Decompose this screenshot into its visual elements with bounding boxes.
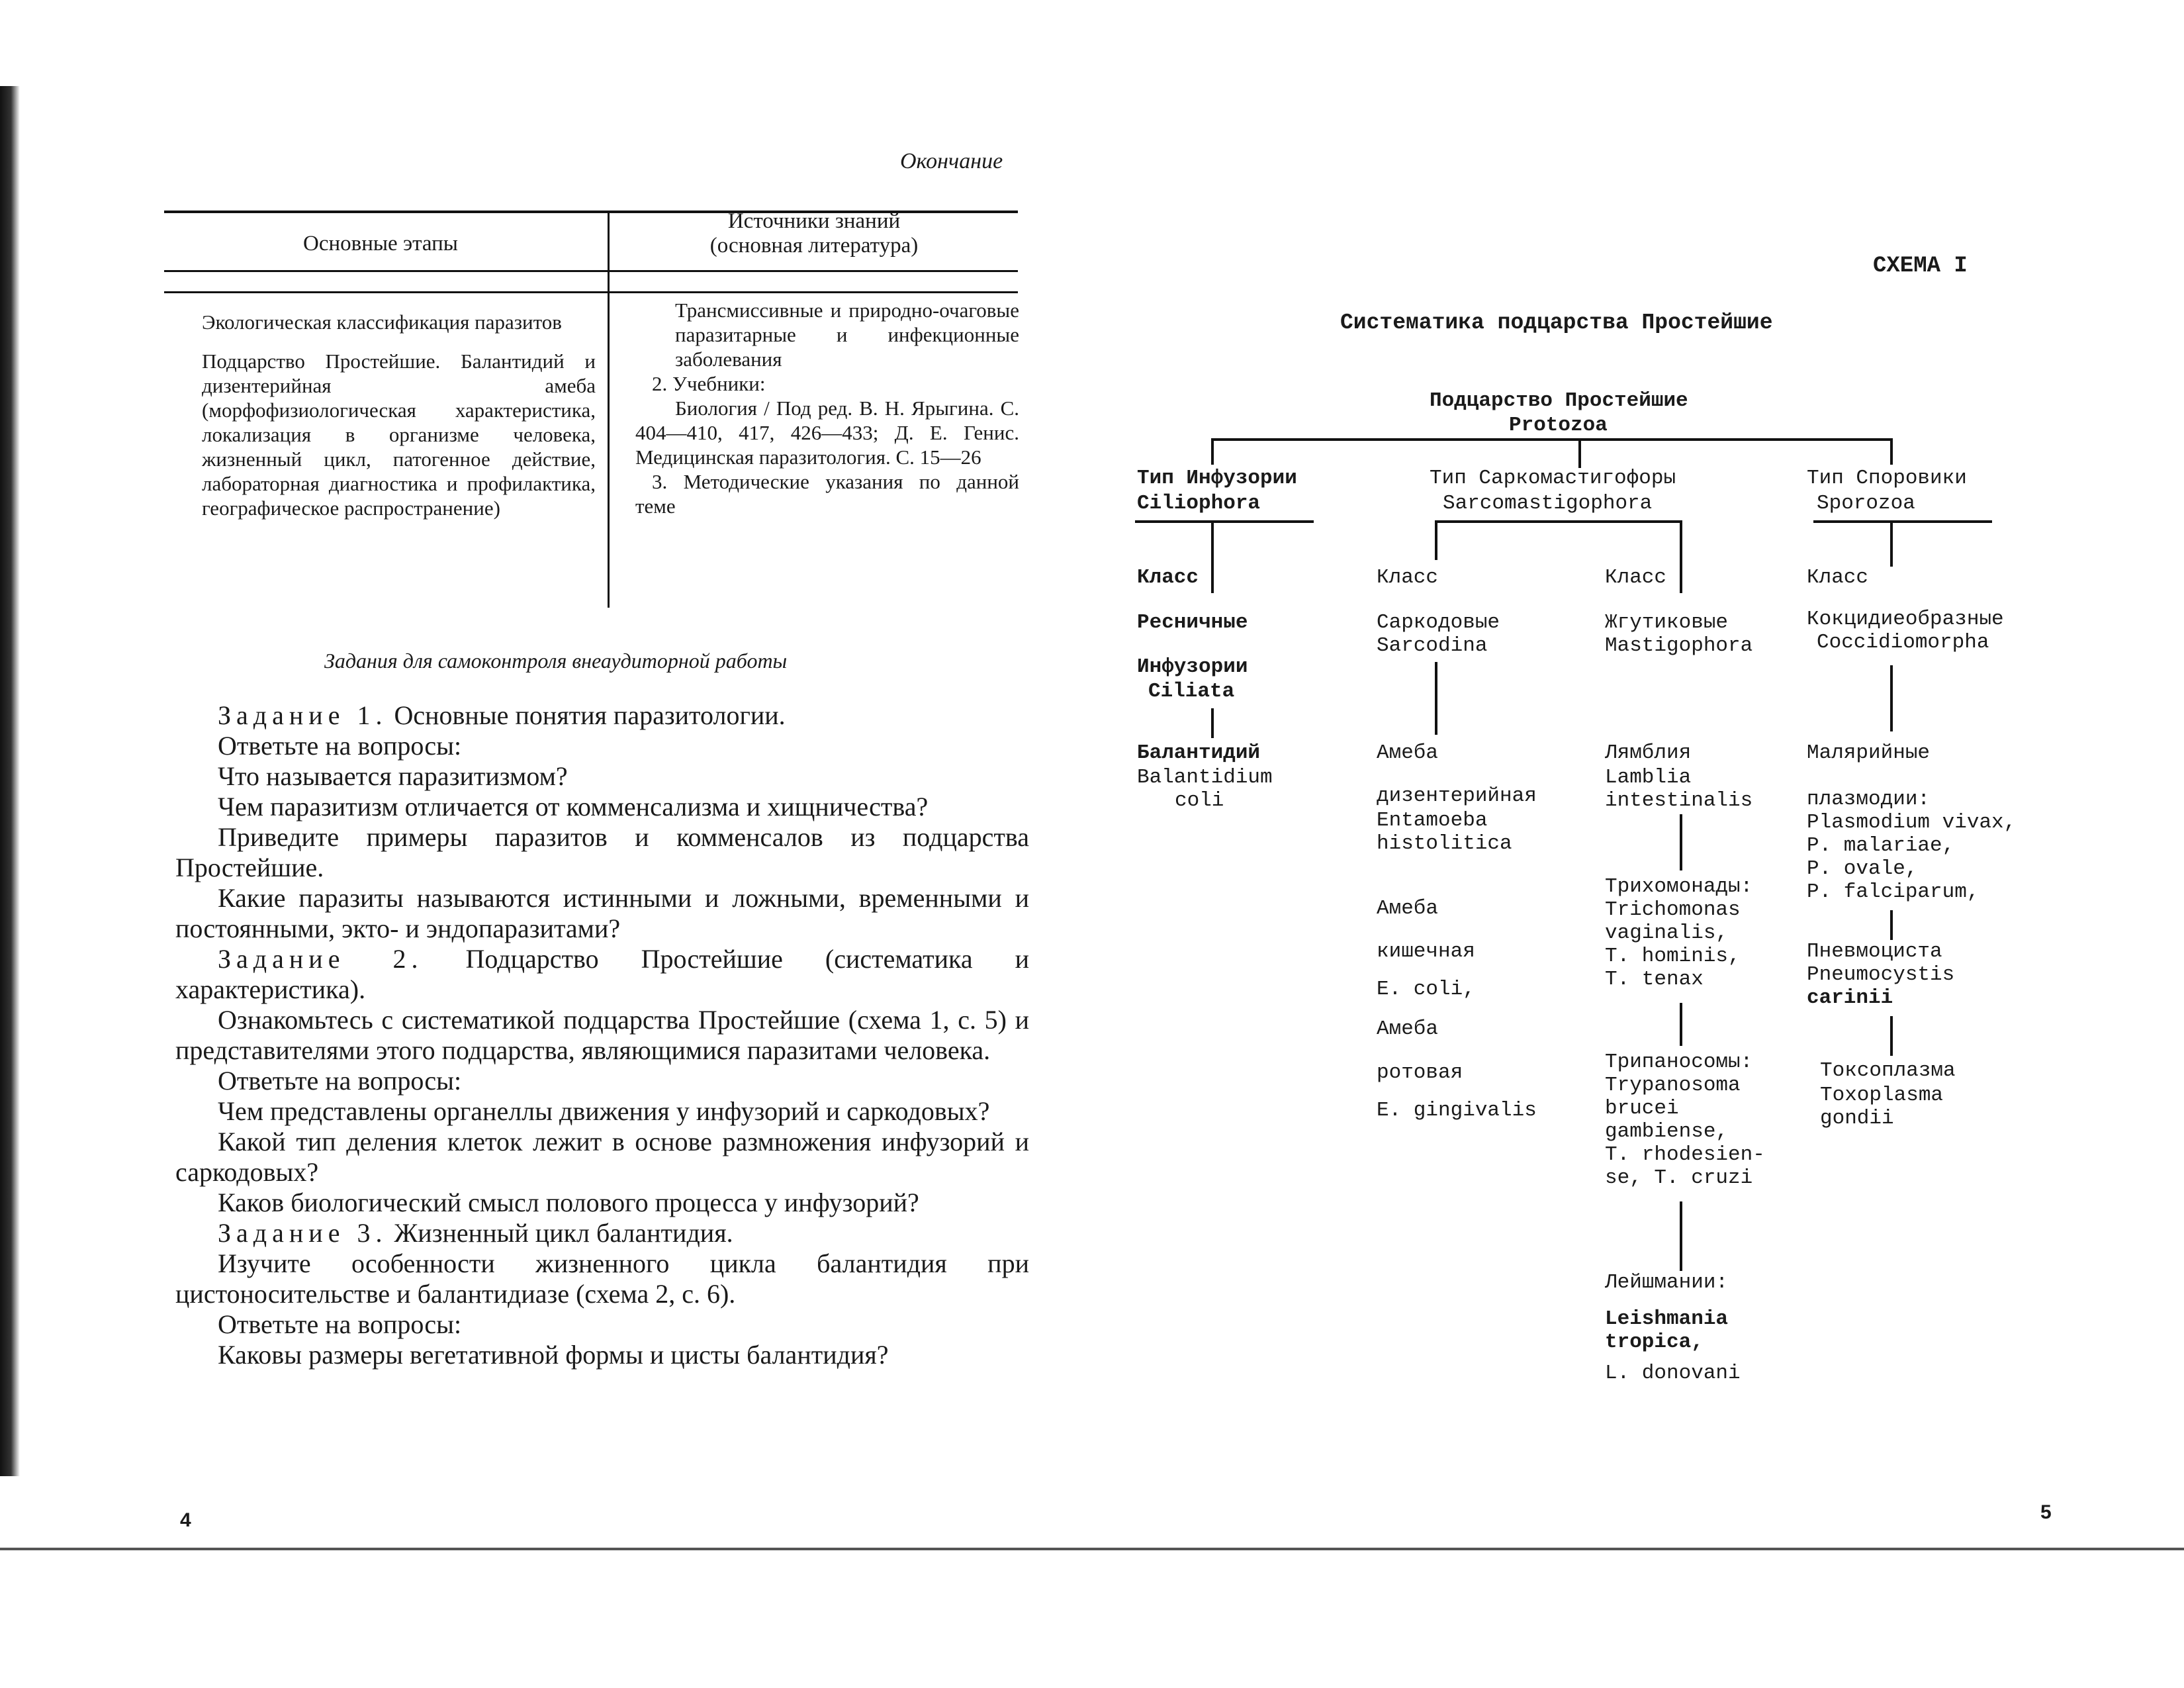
type-ciliophora-lat: Ciliophora bbox=[1137, 492, 1261, 515]
lamblia-lat: Lamblia bbox=[1605, 766, 1692, 789]
species-balantidium-lat2: coli bbox=[1175, 789, 1224, 812]
tree-line bbox=[1890, 520, 1893, 567]
leishmania-2: tropica, bbox=[1605, 1331, 1704, 1354]
tree-line bbox=[1890, 1016, 1893, 1056]
trypanosoma-ru: Трипаносомы: bbox=[1605, 1051, 1753, 1074]
class-label: Класс bbox=[1807, 566, 1869, 589]
table-header-rule-2 bbox=[164, 291, 1018, 293]
trichomonas-4: T. tenax bbox=[1605, 968, 1704, 991]
task2-label: Задание 2. bbox=[218, 944, 424, 974]
col2-line: Трансмиссивные и природно-очаговые паразитарные и инфекционные заболевания bbox=[675, 299, 1019, 371]
table-col2-header: Источники знаний (основная литература) bbox=[709, 209, 919, 258]
col1-paragraph: Экологическая классификация паразитов bbox=[202, 310, 562, 334]
tree-line bbox=[1435, 662, 1437, 735]
table-column-divider bbox=[608, 211, 610, 608]
tree-line bbox=[1211, 708, 1214, 738]
tree-line bbox=[1813, 520, 1992, 523]
root-node-ru: Подцарство Простейшие bbox=[1430, 389, 1688, 412]
trypanosoma-3: gambiense, bbox=[1605, 1120, 1729, 1143]
amoeba-2: Амеба bbox=[1377, 897, 1439, 920]
tree-line bbox=[1211, 438, 1893, 441]
trichomonas-3: T. hominis, bbox=[1605, 945, 1741, 968]
tree-line bbox=[1890, 910, 1893, 940]
class-mastigophora-ru: Жгутиковые bbox=[1605, 611, 1729, 634]
trypanosoma-5: se, T. cruzi bbox=[1605, 1166, 1753, 1190]
lamblia-lat2: intestinalis bbox=[1605, 789, 1753, 812]
table-col2-cell bbox=[635, 298, 1019, 518]
tree-line bbox=[1680, 1003, 1682, 1046]
plasmodium-2: плазмодии: bbox=[1807, 788, 1931, 811]
class-ciliata-lat: Ciliata bbox=[1148, 680, 1235, 703]
task3-label: Задание 3. bbox=[218, 1218, 388, 1248]
trypanosoma-2: brucei bbox=[1605, 1097, 1679, 1120]
leishmania-1: Leishmania bbox=[1605, 1307, 1729, 1331]
class-mastigophora-lat: Mastigophora bbox=[1605, 634, 1753, 657]
table-header-rule bbox=[164, 270, 1018, 272]
plasmodium-3: Plasmodium vivax, bbox=[1807, 811, 2017, 834]
type-sarcomastigophora-lat: Sarcomastigophora bbox=[1443, 492, 1653, 515]
amoeba-3-lat: E. gingivalis bbox=[1377, 1099, 1537, 1122]
col1-paragraph: Подцарство Простейшие. Балантидий и дизентерийная амеба (морфофизиологическая характеристика, локализация в организме человека, жизненный цикл, патогенное действие, лабораторная диагностика и профилактика, географическое распространение) bbox=[202, 350, 596, 520]
scheme-title: Систематика подцарства Простейшие bbox=[1340, 310, 1773, 335]
trichomonas-1: Trichomonas bbox=[1605, 898, 1741, 921]
amoeba-1: Амеба bbox=[1377, 741, 1439, 765]
species-balantidium-ru: Балантидий bbox=[1137, 741, 1261, 765]
trypanosoma-1: Trypanosoma bbox=[1605, 1074, 1741, 1097]
leishmania-3: L. donovani bbox=[1605, 1362, 1741, 1385]
class-label: Класс bbox=[1137, 566, 1199, 589]
exercises-title: Задания для самоконтроля внеаудиторной работы bbox=[324, 649, 788, 673]
type-sporozoa-lat: Sporozoa bbox=[1817, 492, 1915, 515]
class-ciliata-ru2: Инфузории bbox=[1137, 655, 1248, 679]
pneumocystis-2: carinii bbox=[1807, 986, 1893, 1009]
tree-line bbox=[1435, 520, 1682, 523]
col2-line: Биология / Под ред. В. Н. Ярыгина. С. 404—410, 417, 426—433; Д. Е. Генис. Медицинская паразитология. С. 15—26 bbox=[635, 397, 1019, 469]
scan-shadow bbox=[0, 86, 20, 1476]
leishmania-ru: Лейшмании: bbox=[1605, 1271, 1729, 1294]
tree-line bbox=[1211, 438, 1214, 465]
type-ciliophora: Тип Инфузории bbox=[1137, 467, 1297, 490]
root-node-lat: Protozoa bbox=[1509, 414, 1608, 437]
class-label: Класс bbox=[1377, 566, 1439, 589]
tree-line bbox=[1211, 520, 1214, 593]
amoeba-3-ru: ротовая bbox=[1377, 1061, 1463, 1084]
type-sporozoa: Тип Споровики bbox=[1807, 467, 1967, 490]
tree-line bbox=[1680, 814, 1682, 870]
toxoplasma-2: gondii bbox=[1820, 1107, 1894, 1130]
lamblia-ru: Лямблия bbox=[1605, 741, 1692, 765]
amoeba-2-lat: E. coli, bbox=[1377, 978, 1475, 1001]
species-balantidium-lat: Balantidium bbox=[1137, 766, 1273, 789]
tree-line bbox=[1680, 1201, 1682, 1271]
col2-line: 2. Учебники: bbox=[652, 372, 766, 395]
table-col1-cell bbox=[202, 310, 596, 535]
tree-line bbox=[1890, 438, 1893, 465]
class-coccidiomorpha-ru: Кокцидиеобразные bbox=[1807, 608, 2004, 631]
plasmodium-4: P. malariae, bbox=[1807, 834, 1955, 857]
toxoplasma-1: Toxoplasma bbox=[1820, 1084, 1944, 1107]
page-number-right: 5 bbox=[2040, 1501, 2052, 1523]
tree-line bbox=[1578, 438, 1581, 468]
plasmodium-6: P. falciparum, bbox=[1807, 880, 1979, 904]
amoeba-3: Амеба bbox=[1377, 1017, 1439, 1041]
col2-line: 3. Методические указания по данной теме bbox=[635, 470, 1019, 518]
table-col1-header: Основные этапы bbox=[303, 232, 458, 256]
class-ciliata-ru: Ресничные bbox=[1137, 611, 1248, 634]
amoeba-1-lat2: histolitica bbox=[1377, 832, 1512, 855]
page-number-left: 4 bbox=[180, 1509, 191, 1531]
tree-line bbox=[1435, 520, 1437, 560]
amoeba-1-lat: Entamoeba bbox=[1377, 809, 1488, 832]
tree-line bbox=[1680, 520, 1682, 593]
plasmodium-1: Малярийные bbox=[1807, 741, 1931, 765]
trypanosoma-4: T. rhodesien- bbox=[1605, 1143, 1765, 1166]
pneumocystis-ru: Пневмоциста bbox=[1807, 940, 1942, 963]
amoeba-1-ru: дизентерийная bbox=[1377, 784, 1537, 808]
continuation-label: Окончание bbox=[900, 149, 1003, 173]
type-sarcomastigophora: Тип Саркомастигофоры bbox=[1430, 467, 1676, 490]
tree-line bbox=[1135, 520, 1314, 523]
class-sarcodina-ru: Саркодовые bbox=[1377, 611, 1500, 634]
toxoplasma-ru: Токсоплазма bbox=[1820, 1059, 1956, 1082]
scheme-label: СХЕМА I bbox=[1873, 254, 1968, 279]
class-coccidiomorpha-lat: Coccidiomorpha bbox=[1817, 631, 1989, 654]
trichomonas-ru: Трихомонады: bbox=[1605, 875, 1753, 898]
tree-line bbox=[1890, 665, 1893, 731]
class-label: Класс bbox=[1605, 566, 1667, 589]
tasks-text: Задание 1. Основные понятия паразитологии. Ответьте на вопросы: Что называется паразитизмом? Чем паразитизм отличается от комменсализма и хищничества? Приведите примеры паразитов и комменсалов из подцарства Простейшие. Какие паразиты называются истинными и ложными, временными и постоянными, экто- и эндопаразитами? Задание 2. Подцарство Простейшие (систематика и характеристика). Ознакомьтесь с систематикой подцарства Простейшие (схема 1, с. 5) и представителями этого подцарства, являющимися паразитами человека. Ответьте на вопросы: Чем представлены органеллы движения у инфузорий и саркодовых? Какой тип деления клеток лежит в основе размножения инфузорий и саркодовых? Каков биологический смысл полового процесса у инфузорий? Задание 3. Жизненный цикл балантидия. Изучите особенности жизненного цикла балантидия при цистоносительстве и балантидиазе (схема 2, с. 6). Ответьте на вопросы: Каковы размеры вегетативной формы и цисты балантидия? bbox=[175, 700, 1030, 1370]
trichomonas-2: vaginalis, bbox=[1605, 921, 1729, 945]
task1-label: Задание 1. bbox=[218, 700, 388, 730]
plasmodium-5: P. ovale, bbox=[1807, 857, 1918, 880]
page-bottom-edge bbox=[0, 1548, 2184, 1550]
pneumocystis-1: Pneumocystis bbox=[1807, 963, 1955, 986]
amoeba-2-ru: кишечная bbox=[1377, 940, 1475, 963]
class-sarcodina-lat: Sarcodina bbox=[1377, 634, 1488, 657]
